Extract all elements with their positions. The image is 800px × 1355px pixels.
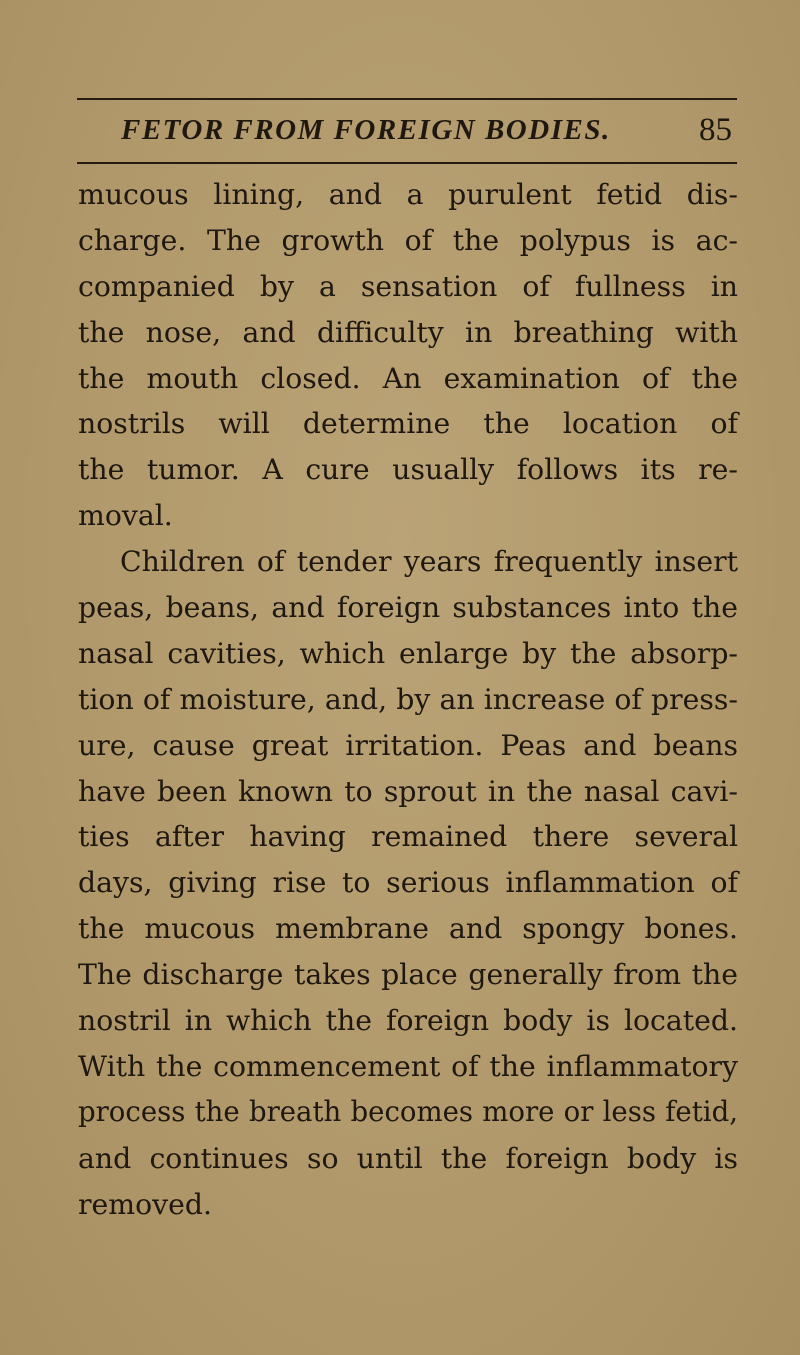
text-line: moval.	[78, 499, 173, 533]
text-line: peas, beans, and foreign substances into the	[78, 591, 738, 625]
paragraph-2	[78, 539, 738, 1227]
text-line: ure, cause great irritation. Peas and beans	[78, 728, 738, 762]
text-line: The discharge takes place generally from the	[78, 958, 738, 992]
text-line: nasal cavities, which enlarge by the absorp-	[78, 636, 738, 670]
text-line: the mucous membrane and spongy bones.	[78, 912, 738, 946]
text-line: have been known to sprout in the nasal cavi-	[78, 774, 738, 808]
text-line: charge. The growth of the polypus is ac-	[78, 223, 738, 257]
header-top-rule	[77, 98, 737, 100]
text-line: mucous lining, and a purulent fetid dis-	[78, 178, 738, 211]
text-line: companied by a sensation of fullness in	[78, 269, 738, 303]
text-line: nostril in which the foreign body is located.	[78, 1004, 738, 1038]
text-line: process the breath becomes more or less fetid,	[78, 1095, 738, 1128]
text-line: tion of moisture, and, by an increase of press-	[78, 682, 738, 716]
text-line: ties after having remained there several	[78, 820, 738, 854]
header-bottom-rule	[77, 162, 737, 164]
body-text	[78, 172, 738, 1227]
page-number: 85	[699, 112, 732, 148]
text-line: With the commencement of the inflammatory	[78, 1049, 738, 1083]
text-line: nostrils will determine the location of	[78, 407, 738, 441]
text-line: days, giving rise to serious inflammation of	[78, 866, 738, 900]
paragraph-1	[78, 172, 738, 539]
text-line: and continues so until the foreign body is	[78, 1141, 738, 1175]
text-line: removed.	[78, 1187, 212, 1221]
text-line: the mouth closed. An examination of the	[78, 361, 738, 395]
text-line: the nose, and difficulty in breathing with	[78, 315, 738, 349]
text-line: the tumor. A cure usually follows its re-	[78, 453, 738, 487]
text-line: Children of tender years frequently insert	[120, 545, 738, 579]
running-title: FETOR FROM FOREIGN BODIES.	[121, 114, 611, 146]
running-head	[77, 110, 737, 150]
